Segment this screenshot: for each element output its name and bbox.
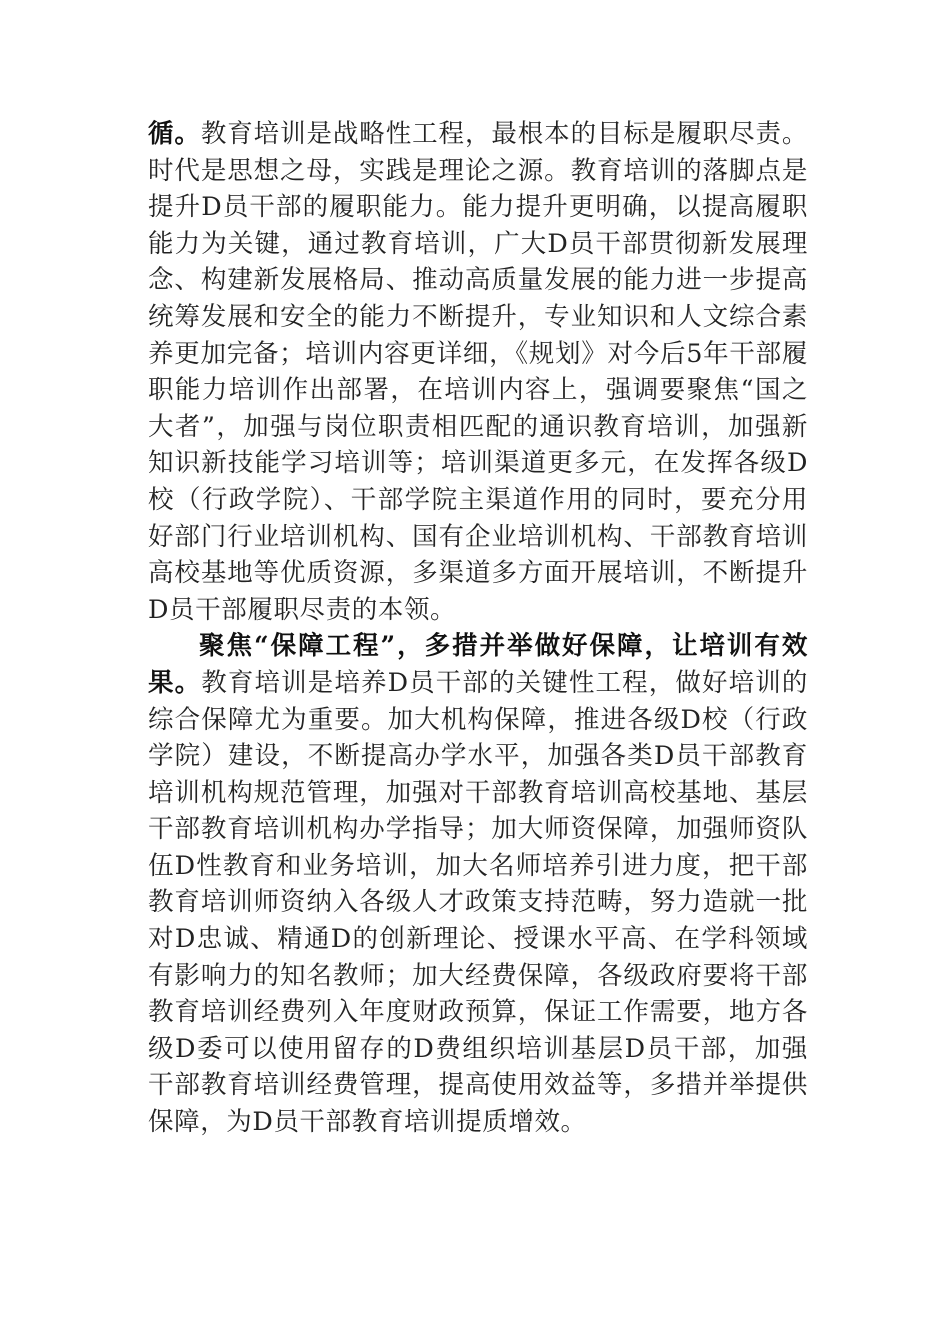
paragraph-1-body: 教育培训是战略性工程，最根本的目标是履职尽责。时代是思想之母，实践是理论之源。教育培训的落脚点是提升D员干部的履职能力。能力提升更明确，以提高履职能力为关键，通过教育培训，广大D员干部贯彻新发展理念、构建新发展格局、推动高质量发展的能力进一步提高统筹发展和安全的能力不断提升，专业知识和人文综合素养更加完备；培训内容更详细，《规划》对今后5年干部履职能力培训作出部署，在培训内容上，强调要聚焦“国之大者”，加强与岗位职责相匹配的通识教育培训，加强新知识新技能学习培训等；培训渠道更多元，在发挥各级D校（行政学院）、干部学院主渠道作用的同时，要充分用好部门行业培训机构、国有企业培训机构、干部教育培训高校基地等优质资源，多渠道多方面开展培训，不断提升D员干部履职尽责的本领。 (148, 119, 808, 625)
paragraph-2-heading: 聚焦“保障工程”，多措并举做好保障，让培训有效果。 (148, 631, 808, 698)
paragraph-1 (148, 116, 808, 628)
paragraph-2-body: 教育培训是培养D员干部的关键性工程，做好培训的综合保障尤为重要。加大机构保障，推进各级D校（行政学院）建设，不断提高办学水平，加强各类D员干部教育培训机构规范管理，加强对干部教育培训高校基地、基层干部教育培训机构办学指导；加大师资保障，加强师资队伍D性教育和业务培训，加大名师培养引进力度，把干部教育培训师资纳入各级人才政策支持范畴，努力造就一批对D忠诚、精通D的创新理论、授课水平高、在学科领域有影响力的知名教师；加大经费保障，各级政府要将干部教育培训经费列入年度财政预算，保证工作需要，地方各级D委可以使用留存的D费组织培训基层D员干部，加强干部教育培训经费管理，提高使用效益等，多措并举提供保障，为D员干部教育培训提质增效。 (148, 667, 808, 1138)
document-page (148, 116, 808, 1141)
paragraph-1-lead: 循。 (148, 119, 201, 149)
paragraph-2 (148, 628, 808, 1140)
